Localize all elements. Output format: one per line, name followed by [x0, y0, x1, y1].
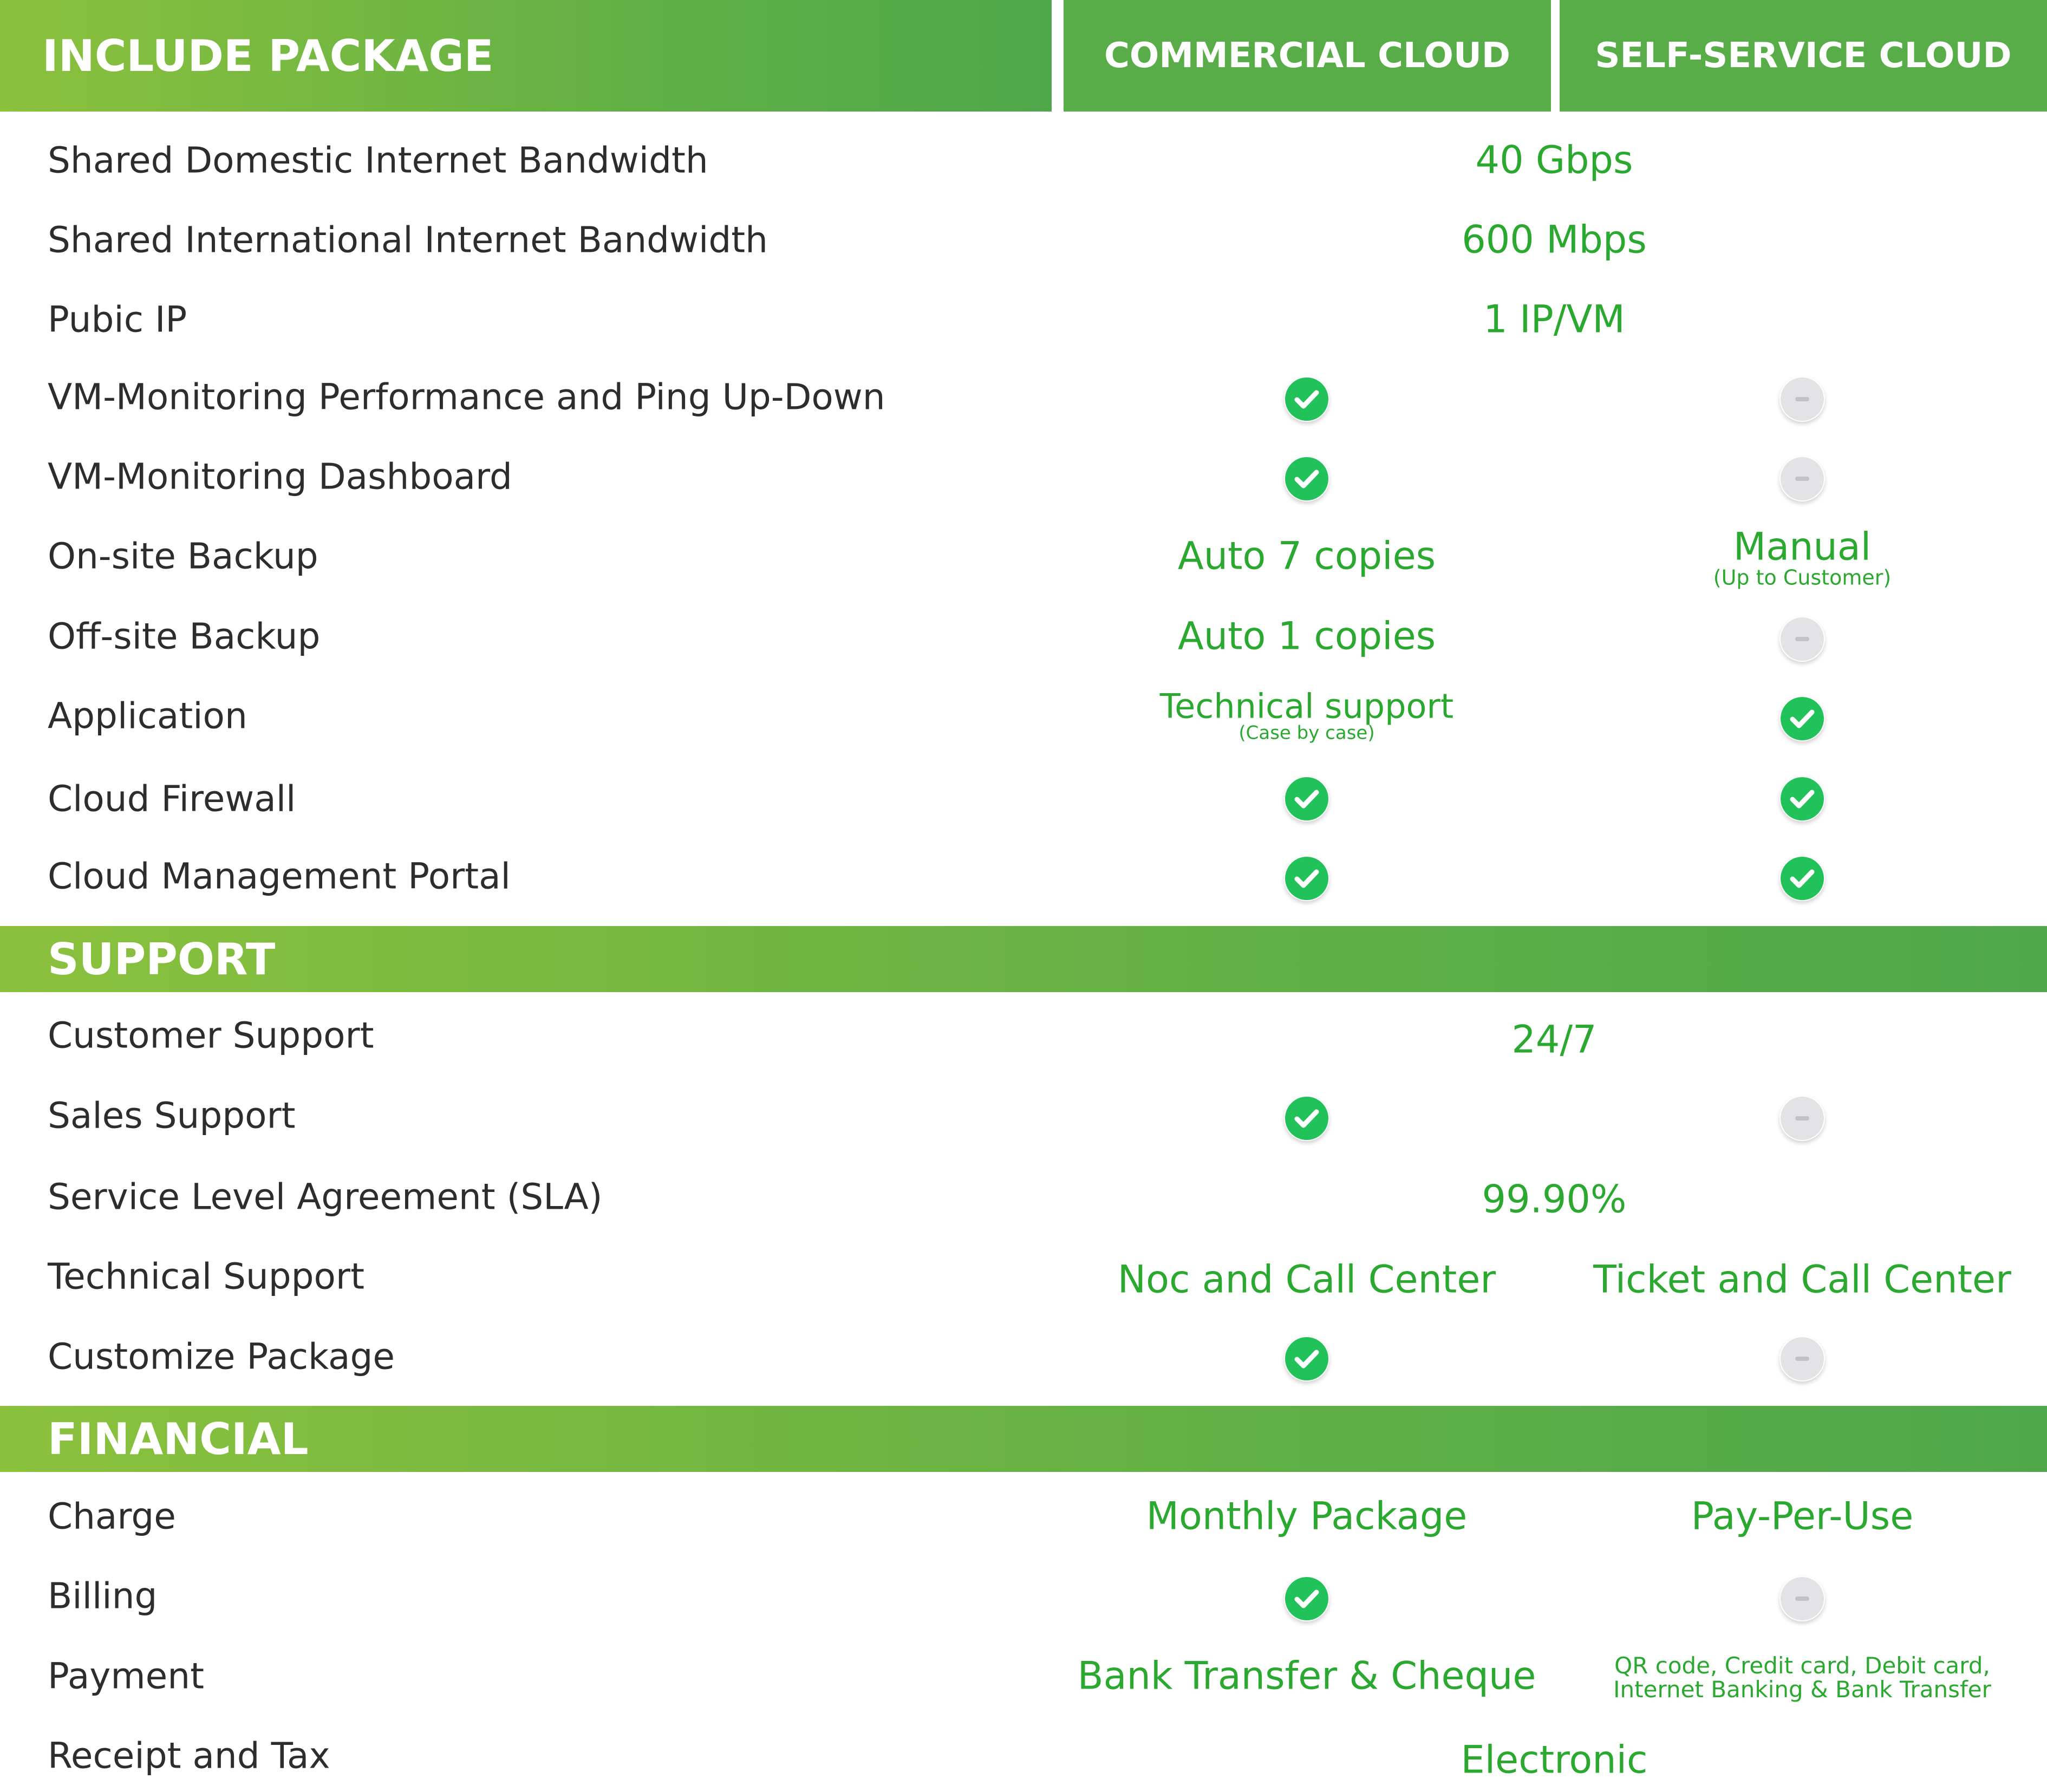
check-icon — [1284, 776, 1329, 822]
header-self-service-cloud — [1560, 0, 2047, 112]
application-commercial-main: Technical support — [1159, 686, 1454, 726]
value-sla: 99.90% — [1482, 1177, 1627, 1222]
row-label-shared-domestic: Shared Domestic Internet Bandwidth — [48, 139, 708, 181]
value-application-commercial — [1159, 686, 1454, 744]
dash-icon — [1779, 1096, 1825, 1141]
row-label-customer-support: Customer Support — [48, 1014, 374, 1057]
value-shared-domestic: 40 Gbps — [1475, 138, 1633, 183]
payment-self-service-line1: QR code, Credit card, Debit card, — [1614, 1652, 1990, 1679]
row-label-charge: Charge — [48, 1495, 176, 1537]
value-customer-support: 24/7 — [1511, 1017, 1597, 1062]
row-label-sales-support: Sales Support — [48, 1094, 296, 1137]
row-label-technical-support: Technical Support — [48, 1255, 364, 1298]
value-technical-commercial: Noc and Call Center — [1117, 1257, 1496, 1302]
header-title: INCLUDE PACKAGE — [42, 30, 494, 81]
check-icon — [1779, 696, 1825, 741]
section-support-title: SUPPORT — [48, 934, 276, 985]
value-onsite-commercial: Auto 7 copies — [1177, 533, 1436, 578]
check-icon — [1779, 776, 1825, 822]
header-commercial-cloud — [1064, 0, 1551, 112]
dash-icon — [1779, 1336, 1825, 1382]
row-label-public-ip: Pubic IP — [48, 298, 187, 341]
row-label-sla: Service Level Agreement (SLA) — [48, 1176, 603, 1218]
row-label-application: Application — [48, 695, 247, 737]
value-offsite-commercial: Auto 1 copies — [1177, 614, 1436, 659]
header-col1: COMMERCIAL CLOUD — [1104, 36, 1511, 76]
check-icon — [1284, 856, 1329, 901]
section-financial-title: FINANCIAL — [48, 1413, 309, 1464]
dash-icon — [1779, 456, 1825, 501]
header-col2: SELF-SERVICE CLOUD — [1595, 36, 2012, 76]
dash-icon — [1779, 616, 1825, 662]
value-charge-self-service: Pay-Per-Use — [1691, 1494, 1914, 1539]
header-include-package — [0, 0, 1052, 112]
row-label-vm-performance: VM-Monitoring Performance and Ping Up-Down — [48, 376, 885, 418]
value-charge-commercial: Monthly Package — [1146, 1494, 1468, 1539]
row-label-shared-international: Shared International Internet Bandwidth — [48, 219, 768, 261]
row-label-payment: Payment — [48, 1655, 204, 1697]
check-icon — [1284, 1336, 1329, 1382]
value-public-ip: 1 IP/VM — [1483, 297, 1625, 342]
onsite-self-service-main: Manual — [1733, 524, 1872, 569]
row-label-vm-dashboard: VM-Monitoring Dashboard — [48, 455, 512, 498]
onsite-self-service-note: (Up to Customer) — [1713, 565, 1892, 589]
dash-icon — [1779, 376, 1825, 422]
row-label-customize-package: Customize Package — [48, 1335, 395, 1378]
section-financial — [0, 1406, 2047, 1472]
row-label-billing: Billing — [48, 1575, 158, 1617]
row-label-cloud-firewall: Cloud Firewall — [48, 778, 296, 820]
value-technical-self-service: Ticket and Call Center — [1593, 1257, 2011, 1302]
row-label-receipt: Receipt and Tax — [48, 1735, 330, 1777]
value-payment-commercial: Bank Transfer & Cheque — [1077, 1653, 1536, 1698]
value-onsite-self-service — [1713, 524, 1892, 589]
row-label-cloud-portal: Cloud Management Portal — [48, 855, 511, 897]
row-label-onsite-backup: On-site Backup — [48, 535, 318, 577]
dash-icon — [1779, 1576, 1825, 1621]
value-shared-international: 600 Mbps — [1462, 217, 1647, 262]
application-commercial-note: (Case by case) — [1238, 722, 1375, 744]
check-icon — [1284, 376, 1329, 422]
check-icon — [1284, 456, 1329, 501]
payment-self-service-line2: Internet Banking & Bank Transfer — [1613, 1676, 1991, 1703]
value-receipt: Electronic — [1461, 1737, 1648, 1782]
check-icon — [1284, 1576, 1329, 1621]
section-support — [0, 926, 2047, 992]
check-icon — [1284, 1096, 1329, 1141]
value-payment-self-service — [1613, 1654, 1991, 1702]
row-label-offsite-backup: Off-site Backup — [48, 615, 321, 657]
check-icon — [1779, 856, 1825, 901]
